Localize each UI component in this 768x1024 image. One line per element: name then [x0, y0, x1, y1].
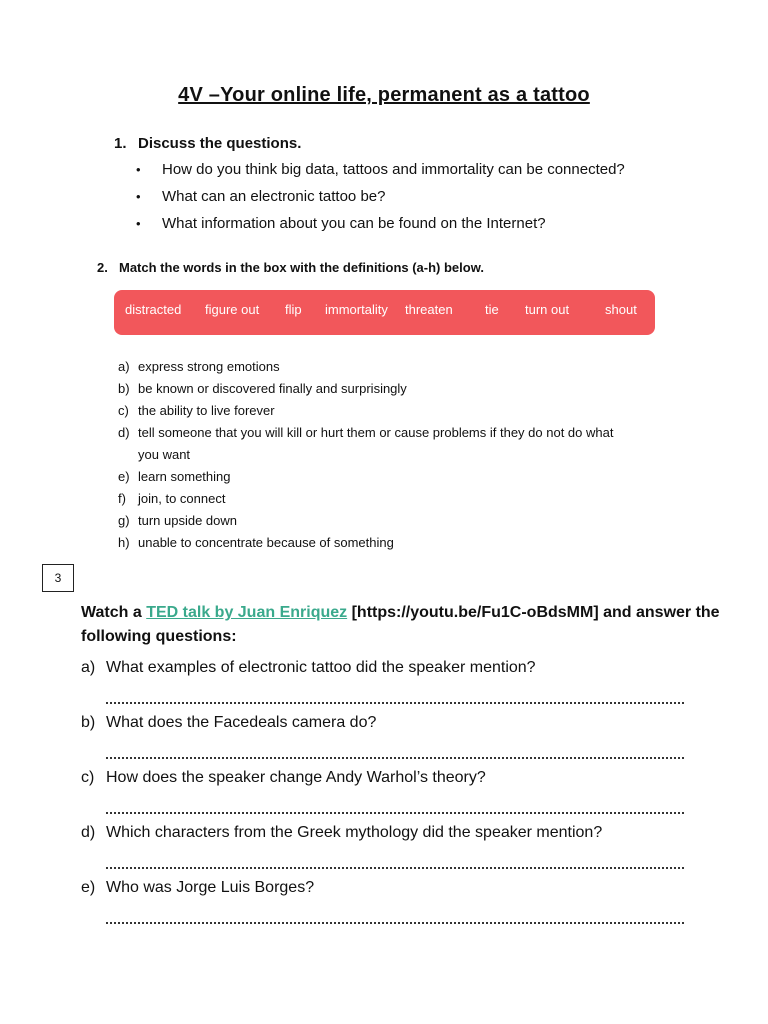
page-title: 4V –Your online life, permanent as a tattoo — [178, 84, 590, 106]
definition-letter: f) — [118, 491, 126, 506]
definition-text: be known or discovered finally and surprisingly — [138, 381, 407, 396]
answer-line[interactable] — [106, 679, 684, 704]
definition-item — [118, 378, 638, 400]
definition-item — [118, 400, 638, 422]
definition-letter: d) — [118, 425, 130, 440]
discussion-questions — [114, 160, 714, 241]
definition-text: the ability to live forever — [138, 403, 275, 418]
definition-letter: g) — [118, 513, 130, 528]
question-item — [81, 767, 721, 814]
definition-letter: e) — [118, 469, 130, 484]
definition-text: turn upside down — [138, 513, 238, 528]
definition-letter: a) — [118, 359, 130, 374]
word-chip: flip — [285, 302, 302, 317]
answer-line[interactable] — [106, 899, 684, 924]
section-3 — [81, 601, 721, 924]
question-letter: c) — [81, 769, 95, 786]
word-chip: distracted — [125, 302, 182, 317]
answer-line[interactable] — [106, 734, 684, 759]
word-chip: figure out — [205, 302, 260, 317]
question-text: What does the Facedeals camera do? — [106, 714, 377, 731]
question-text: What examples of electronic tattoo did the speaker mention? — [106, 659, 536, 676]
word-chip: turn out — [525, 302, 570, 317]
word-chip: shout — [605, 302, 637, 317]
definition-item — [118, 466, 638, 488]
answer-line[interactable] — [106, 844, 684, 869]
section-1-heading-text: Discuss the questions. — [138, 135, 302, 152]
section-2 — [97, 259, 697, 277]
word-chip: threaten — [405, 302, 453, 317]
question-text: How does the speaker change Andy Warhol’s theory? — [106, 769, 486, 786]
question-line — [81, 767, 721, 789]
discussion-question-text: How do you think big data, tattoos and immortality can be connected? — [162, 161, 625, 178]
question-letter: b) — [81, 714, 96, 731]
question-item — [81, 822, 721, 869]
bullet-icon: • — [136, 216, 141, 231]
section-1-heading — [114, 134, 714, 154]
question-line — [81, 877, 721, 899]
definition-text: express strong emotions — [138, 359, 280, 374]
section-2-heading-text: Match the words in the box with the definitions (a-h) below. — [119, 260, 484, 275]
question-text: Who was Jorge Luis Borges? — [106, 879, 315, 896]
definition-text: join, to connect — [138, 491, 226, 506]
definition-letter: b) — [118, 381, 130, 396]
question-item — [81, 712, 721, 759]
question-line — [81, 822, 721, 844]
discussion-question-text: What information about you can be found on the Internet? — [162, 215, 546, 232]
definition-item — [118, 356, 638, 378]
definition-letter: c) — [118, 403, 129, 418]
section-3-intro — [81, 601, 721, 649]
question-line — [81, 712, 721, 734]
definition-item — [118, 488, 638, 510]
question-letter: a) — [81, 659, 96, 676]
question-letter: d) — [81, 824, 96, 841]
section-3-number-box: 3 — [42, 564, 74, 592]
definition-letter: h) — [118, 535, 130, 550]
definition-text: tell someone that you will kill or hurt them or cause problems if they do not do what you want — [138, 425, 614, 462]
discussion-question — [114, 214, 714, 241]
discussion-question — [114, 160, 714, 187]
discussion-question-text: What can an electronic tattoo be? — [162, 188, 386, 205]
question-text: Which characters from the Greek mythology did the speaker mention? — [106, 824, 603, 841]
question-letter: e) — [81, 879, 96, 896]
definition-text: unable to concentrate because of something — [138, 535, 394, 550]
ted-talk-link[interactable]: TED talk by Juan Enriquez — [146, 604, 348, 621]
answer-line[interactable] — [106, 789, 684, 814]
section-1 — [114, 134, 714, 241]
intro-text-before: Watch a — [81, 604, 147, 621]
section-2-heading — [97, 259, 697, 277]
word-chip: immortality — [325, 302, 388, 317]
question-line — [81, 657, 721, 679]
discussion-question — [114, 187, 714, 214]
definition-item — [118, 510, 638, 532]
section-1-number: 1. — [114, 135, 127, 152]
question-item — [81, 877, 721, 924]
intro-text-after: [https://youtu.be/Fu1C-oBdsMM] and answer the following questions: — [81, 604, 720, 645]
word-chip: tie — [485, 302, 499, 317]
bullet-icon: • — [136, 189, 141, 204]
question-item — [81, 657, 721, 704]
word-box — [114, 290, 655, 335]
definition-item — [118, 422, 638, 466]
definition-text: learn something — [138, 469, 231, 484]
section-2-number: 2. — [97, 260, 108, 275]
bullet-icon: • — [136, 162, 141, 177]
definitions-list — [118, 356, 638, 554]
definition-item — [118, 532, 638, 554]
